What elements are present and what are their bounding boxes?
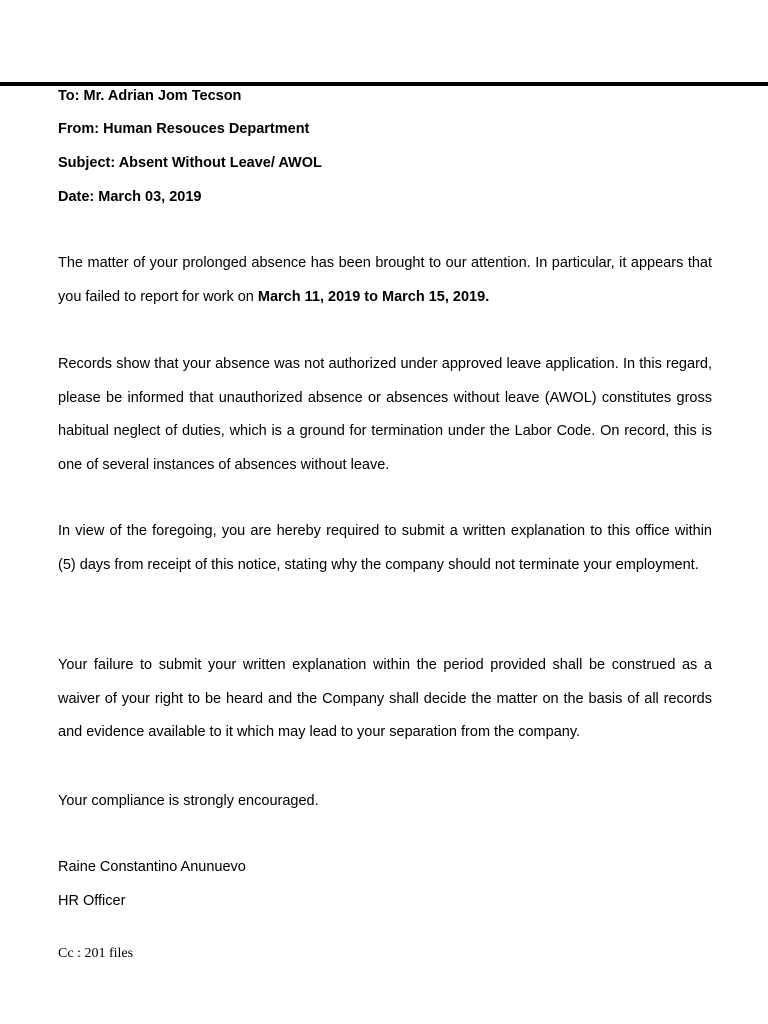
paragraph-4: Your failure to submit your written explanation within the period provided shall be construed as a waiver of your right to be heard and the Company shall decide the matter on the basis of all records and evidence available to it which may lead to your separation from the company. [58,657,712,741]
cc-line: Cc : 201 files [58,946,134,961]
memo-from: From: Human Resouces Department [58,121,310,137]
closing-line: Your compliance is strongly encouraged. [58,793,319,809]
memo-subject: Subject: Absent Without Leave/ AWOL [58,155,322,171]
signatory-title: HR Officer [58,893,126,909]
paragraph-3: In view of the foregoing, you are hereby required to submit a written explanation to this office within (5) days from receipt of this notice, stating why the company should not terminate your employment. [58,523,712,573]
absence-dates: March 11, 2019 to March 15, 2019. [257,288,490,305]
signatory-name: Raine Constantino Anunuevo [58,859,246,875]
paragraph-1-text: The matter of your prolonged absence has been brought to our attention. In particular, it appears that you failed to report for work on [58,255,712,305]
memo-to: To: Mr. Adrian Jom Tecson [58,88,242,104]
paragraph-1 [58,247,712,314]
memo-date: Date: March 03, 2019 [58,189,202,205]
paragraph-2: Records show that your absence was not authorized under approved leave application. In this regard, please be informed that unauthorized absence or absences without leave (AWOL) constitutes gross habitual neglect of duties, which is a ground for termination under the Labor Code. On record, this is one of several instances of absences without leave. [58,356,712,473]
